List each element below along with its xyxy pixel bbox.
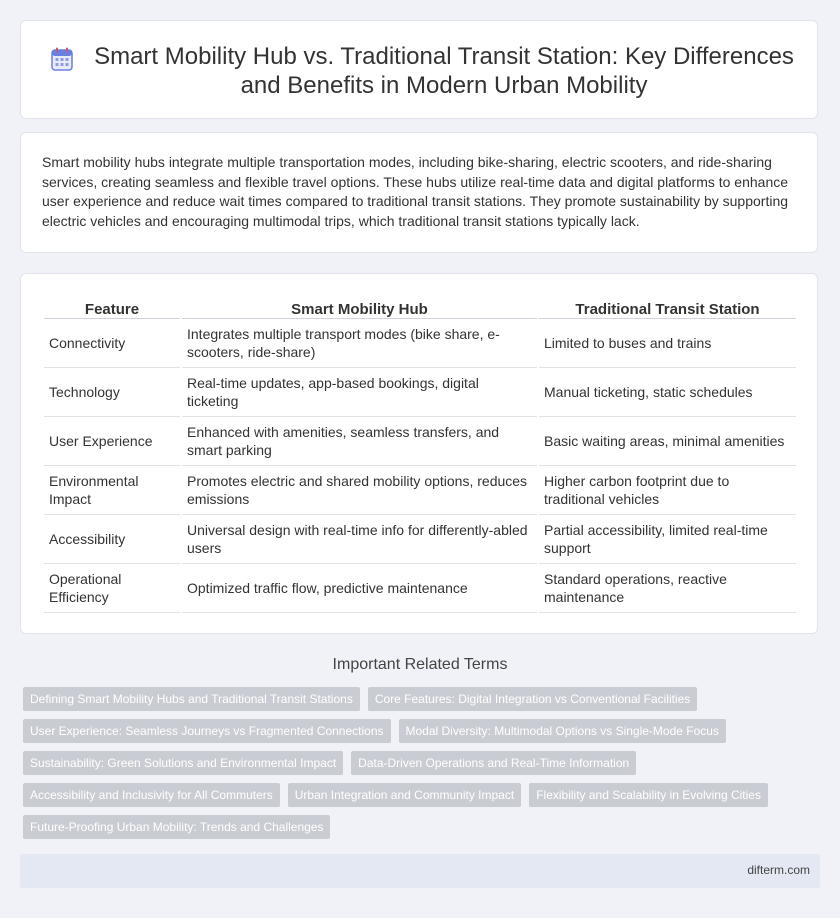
related-term-tag[interactable]: Sustainability: Green Solutions and Environmental Impact bbox=[23, 751, 343, 775]
header-traditional-transit-station: Traditional Transit Station bbox=[539, 295, 796, 319]
page-title: Smart Mobility Hub vs. Traditional Transit Station: Key Differences and Benefits in Modern Urban Mobility bbox=[94, 43, 794, 99]
header-smart-mobility-hub: Smart Mobility Hub bbox=[182, 295, 537, 319]
feature-cell: Accessibility bbox=[44, 515, 180, 564]
related-term-tag[interactable]: Flexibility and Scalability in Evolving Cities bbox=[529, 783, 768, 807]
smart-hub-cell: Real-time updates, app-based bookings, digital ticketing bbox=[182, 368, 537, 417]
related-term-tag[interactable]: Core Features: Digital Integration vs Conventional Facilities bbox=[368, 687, 697, 711]
feature-cell: User Experience bbox=[44, 417, 180, 466]
footer-site-link[interactable]: difterm.com bbox=[747, 863, 810, 877]
feature-cell: Environmental Impact bbox=[44, 466, 180, 515]
feature-cell: Technology bbox=[44, 368, 180, 417]
smart-hub-cell: Optimized traffic flow, predictive maintenance bbox=[182, 564, 537, 613]
table-row bbox=[44, 564, 796, 613]
table-row bbox=[44, 319, 796, 368]
comparison-card bbox=[20, 273, 818, 634]
related-term-tag[interactable]: Modal Diversity: Multimodal Options vs Single-Mode Focus bbox=[399, 719, 726, 743]
related-term-tag[interactable]: Future-Proofing Urban Mobility: Trends and Challenges bbox=[23, 815, 330, 839]
traditional-station-cell: Standard operations, reactive maintenance bbox=[539, 564, 796, 613]
comparison-table bbox=[42, 295, 798, 613]
intro-card bbox=[20, 132, 818, 253]
related-term-tag[interactable]: Defining Smart Mobility Hubs and Traditional Transit Stations bbox=[23, 687, 360, 711]
traditional-station-cell: Limited to buses and trains bbox=[539, 319, 796, 368]
traditional-station-cell: Partial accessibility, limited real-time support bbox=[539, 515, 796, 564]
smart-hub-cell: Enhanced with amenities, seamless transfers, and smart parking bbox=[182, 417, 537, 466]
related-term-tag[interactable]: Urban Integration and Community Impact bbox=[288, 783, 521, 807]
calendar-icon bbox=[51, 47, 73, 71]
related-term-tag[interactable]: Data-Driven Operations and Real-Time Information bbox=[351, 751, 636, 775]
table-row bbox=[44, 515, 796, 564]
traditional-station-cell: Basic waiting areas, minimal amenities bbox=[539, 417, 796, 466]
smart-hub-cell: Universal design with real-time info for differently-abled users bbox=[182, 515, 537, 564]
feature-cell: Connectivity bbox=[44, 319, 180, 368]
header-feature: Feature bbox=[44, 295, 180, 319]
related-term-tag[interactable]: Accessibility and Inclusivity for All Commuters bbox=[23, 783, 280, 807]
smart-hub-cell: Integrates multiple transport modes (bike share, e-scooters, ride-share) bbox=[182, 319, 537, 368]
intro-paragraph: Smart mobility hubs integrate multiple transportation modes, including bike-sharing, electric scooters, and ride-sharing services, creating seamless and flexible travel options. These hubs utilize real-time data and digital platforms to enhance user experience and reduce wait times compared to traditional transit stations. They promote sustainability by supporting electric vehicles and encouraging multimodal trips, which traditional transit stations typically lack. bbox=[42, 154, 789, 229]
traditional-station-cell: Higher carbon footprint due to traditional vehicles bbox=[539, 466, 796, 515]
title-card bbox=[20, 20, 818, 119]
smart-hub-cell: Promotes electric and shared mobility options, reduces emissions bbox=[182, 466, 537, 515]
table-row bbox=[44, 368, 796, 417]
table-row bbox=[44, 417, 796, 466]
related-terms-title: Important Related Terms bbox=[332, 656, 508, 673]
traditional-station-cell: Manual ticketing, static schedules bbox=[539, 368, 796, 417]
footer-bar bbox=[20, 854, 820, 888]
table-header-row bbox=[44, 295, 796, 319]
table-row bbox=[44, 466, 796, 515]
feature-cell: Operational Efficiency bbox=[44, 564, 180, 613]
related-terms-list bbox=[23, 687, 803, 839]
related-term-tag[interactable]: User Experience: Seamless Journeys vs Fragmented Connections bbox=[23, 719, 391, 743]
